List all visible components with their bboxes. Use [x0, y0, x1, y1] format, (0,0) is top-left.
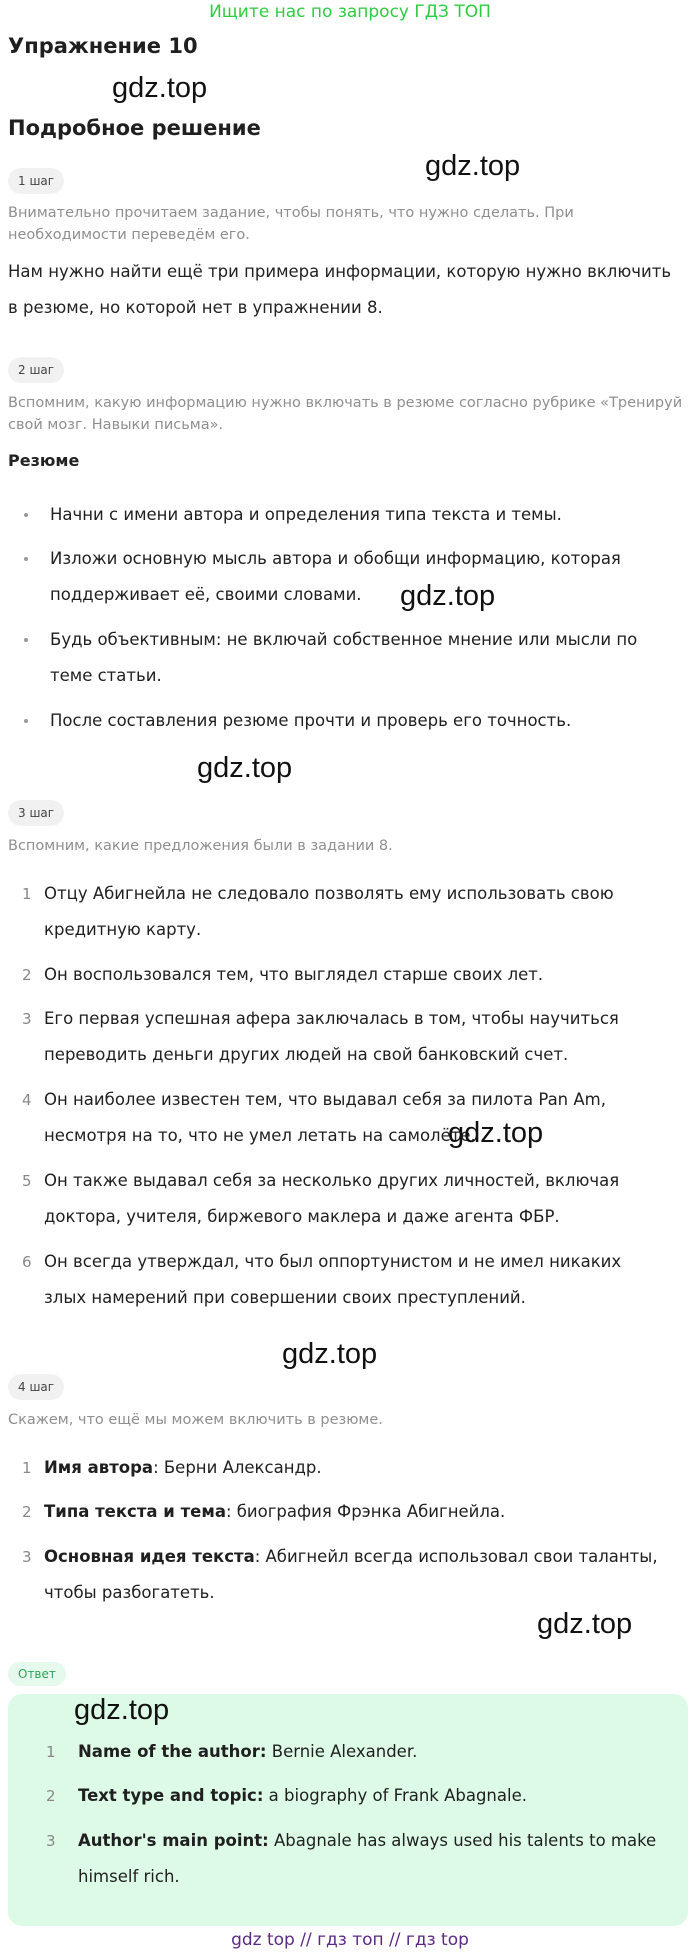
watermark: gdz.top [112, 72, 208, 104]
solution-heading: Подробное решение [8, 116, 261, 140]
summary-heading: Резюме [8, 451, 80, 470]
page-title: Упражнение 10 [8, 34, 198, 58]
answer-box: gdz.top 1 Name of the author: Bernie Alexander. 2 Text type and topic: a biography of Frank Abagnale. 3 Author's main point: Abagnale has always used his talents to make himself rich. [8, 1694, 688, 1926]
bullet-dot [24, 513, 28, 517]
answer-badge: Ответ [8, 1662, 66, 1686]
watermark: gdz.top [425, 150, 521, 182]
step-2-note: Вспомним, какую информацию нужно включать в резюме согласно рубрике «Тренируй свой мозг. Навыки письма». [8, 395, 683, 433]
step-1-badge: 1 шаг [8, 168, 64, 194]
bullet-dot [24, 557, 28, 561]
step-1-note: Внимательно прочитаем задание, чтобы понять, что нужно сделать. При необходимости переведём его. [8, 205, 574, 243]
watermark: gdz.top [282, 1338, 378, 1370]
step-3-badge: 3 шаг [8, 800, 64, 826]
watermark: gdz.top [448, 1117, 544, 1149]
watermark: gdz.top [400, 580, 496, 612]
bullet-dot [24, 719, 28, 723]
top-banner: Ищите нас по запросу ГДЗ ТОП [209, 2, 491, 22]
watermark: gdz.top [537, 1608, 633, 1640]
step-1-text: Нам нужно найти ещё три примера информации, которую нужно включить в резюме, но которой нет в упражнении 8. [8, 262, 672, 317]
step-4-note: Скажем, что ещё мы можем включить в резюме. [8, 1412, 383, 1428]
step-3-note: Вспомним, какие предложения были в задании 8. [8, 838, 393, 854]
footer-links[interactable]: gdz top // гдз топ // гдз top [231, 1930, 469, 1950]
step-4-badge: 4 шаг [8, 1374, 64, 1400]
watermark: gdz.top [74, 1694, 170, 1726]
bullet-dot [24, 638, 28, 642]
watermark: gdz.top [197, 752, 293, 784]
step-2-badge: 2 шаг [8, 357, 64, 383]
